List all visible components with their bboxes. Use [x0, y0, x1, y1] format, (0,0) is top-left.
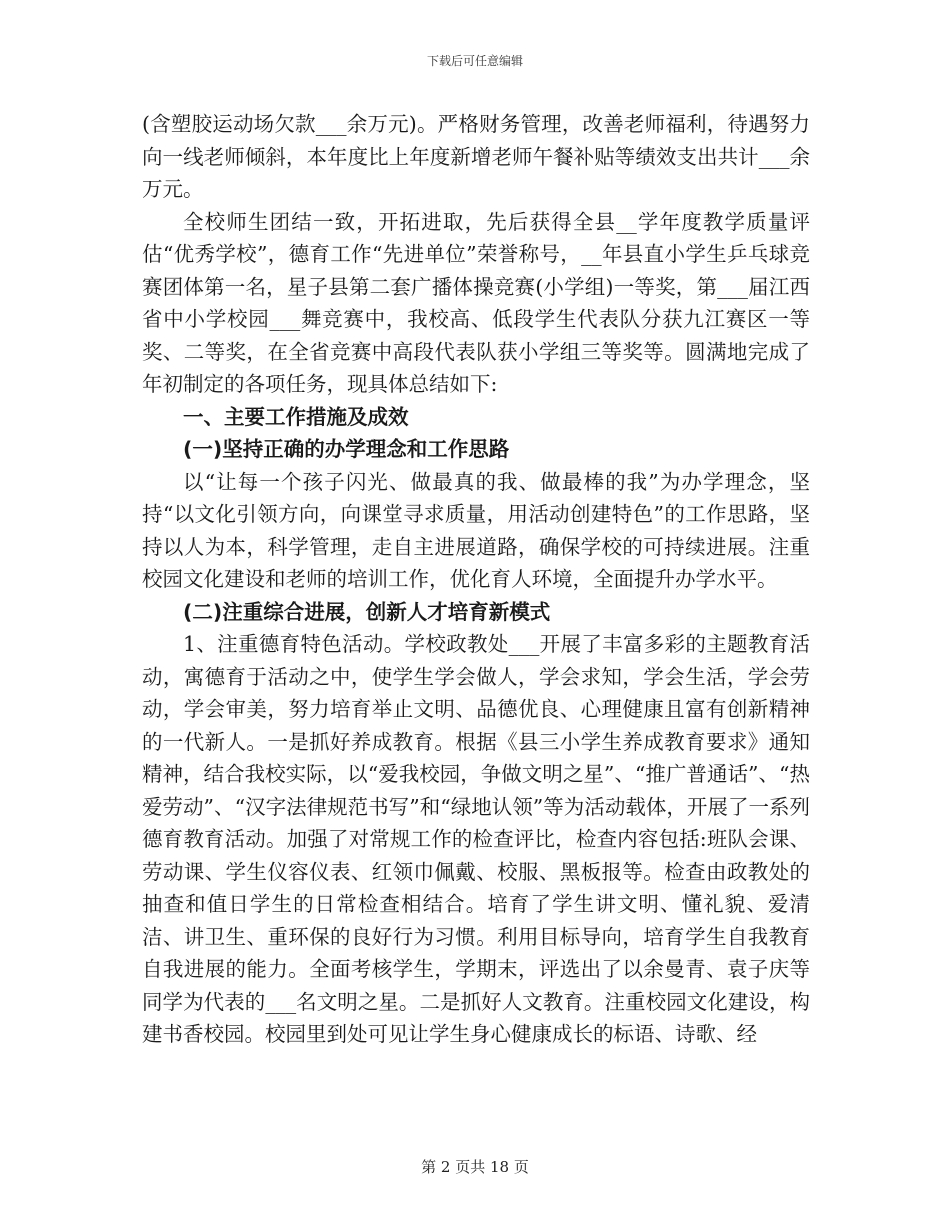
- document-body: [142, 108, 810, 1051]
- paragraph: 全校师生团结一致，开拓进取，先后获得全县__学年度教学质量评估“优秀学校”，德育工作“先进单位”荣誉称号，__年县直小学生乒乓球竞赛团体第一名，星子县第二套广播体操竞赛(小学组)一等奖，第___届江西省中小学校园___舞竞赛中，我校高、低段学生代表队分获九江赛区一等奖、二等奖，在全省竞赛中高段代表队获小学组三等奖等。圆满地完成了年初制定的各项任务，现具体总结如下:: [142, 209, 810, 396]
- subsection-heading: (一)坚持正确的办学理念和工作思路: [183, 437, 510, 461]
- paragraph: 1、注重德育特色活动。学校政教处___开展了丰富多彩的主题教育活动，寓德育于活动之中，使学生学会做人，学会求知，学会生活，学会劳动，学会审美，努力培育举止文明、品德优良、心理健康且富有创新精神的一代新人。一是抓好养成教育。根据《县三小学生养成教育要求》通知精神，结合我校实际，以“爱我校园，争做文明之星”、“推广普通话”、“热爱劳动”、“汉字法律规范书写”和“绿地认领”等为活动载体，开展了一系列德育教育活动。加强了对常规工作的检查评比，检查内容包括:班队会课、劳动课、学生仪容仪表、红领巾佩戴、校服、黑板报等。检查由政教处的抽查和值日学生的日常检查相结合。培育了学生讲文明、懂礼貌、爱清洁、讲卫生、重环保的良好行为习惯。利用目标导向，培育学生自我教育自我进展的能力。全面考核学生，学期末，评选出了以余曼青、袁子庆等同学为代表的___名文明之星。二是抓好人文教育。注重校园文化建设，构建书香校园。校园里到处可见让学生身心健康成长的标语、诗歌、经: [142, 632, 810, 1046]
- section-heading: 一、主要工作措施及成效: [183, 404, 409, 429]
- paragraph: 以“让每一个孩子闪光、做最真的我、做最棒的我”为办学理念，坚持“以文化引领方向，向课堂寻求质量，用活动创建特色”的工作思路，坚持以人为本，科学管理，走自主进展道路，确保学校的可持续进展。注重校园文化建设和老师的培训工作，优化育人环境，全面提升办学水平。: [142, 469, 810, 591]
- subsection-heading: (二)注重综合进展，创新人才培育新模式: [183, 599, 551, 624]
- paragraph: (含塑胶运动场欠款___余万元)。严格财务管理，改善老师福利，待遇努力向一线老师倾斜，本年度比上年度新增老师午餐补贴等绩效支出共计___余万元。: [142, 112, 810, 201]
- page-footer: 第 2 页共 18 页: [421, 1158, 529, 1176]
- page-header: 下载后可任意编辑: [426, 54, 523, 68]
